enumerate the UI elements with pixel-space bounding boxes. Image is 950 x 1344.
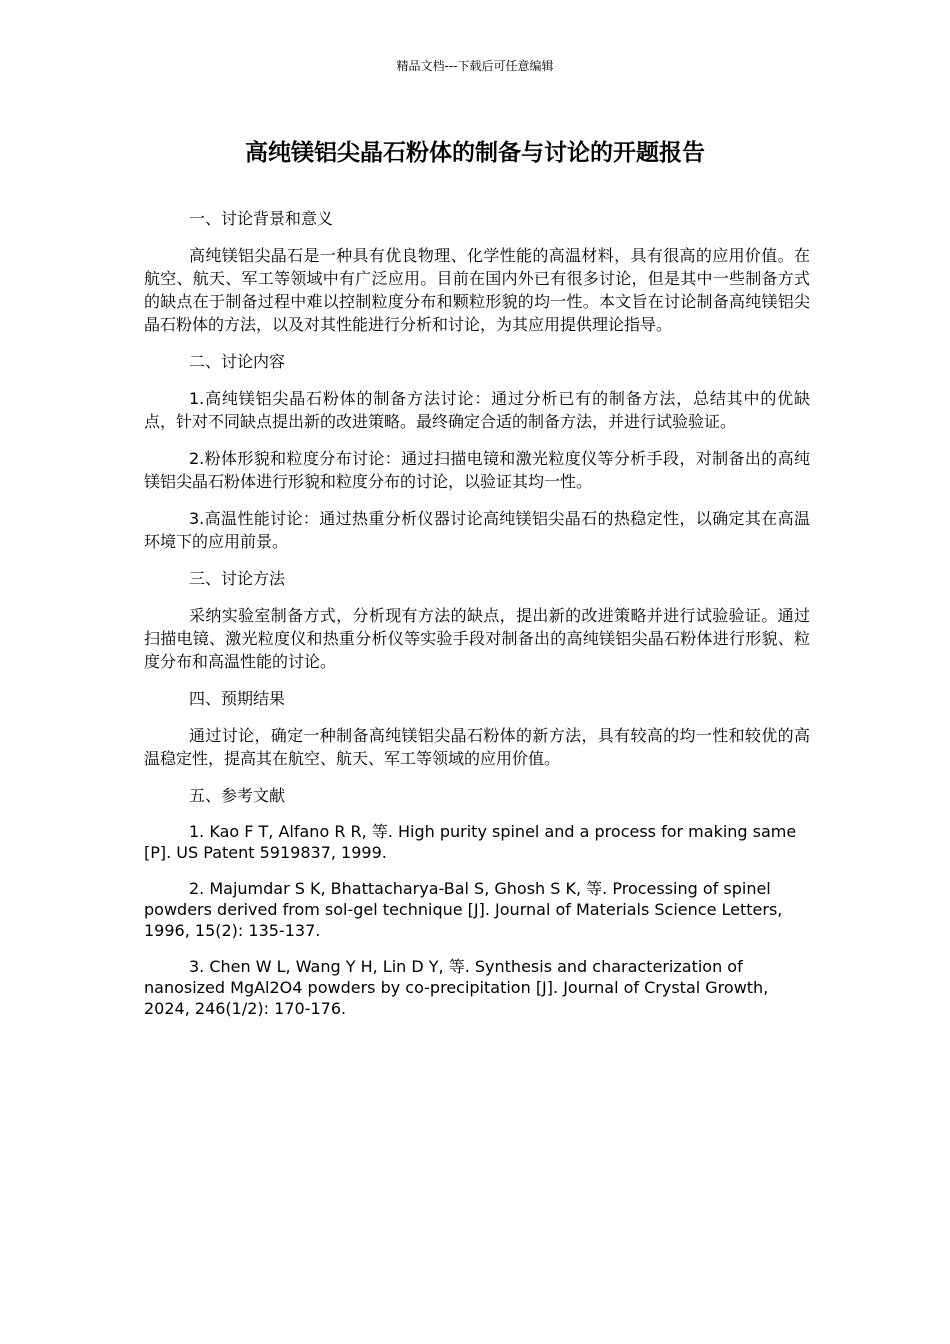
paragraph-background: 高纯镁铝尖晶石是一种具有优良物理、化学性能的高温材料，具有很高的应用价值。在航空、航天、军工等领域中有广泛应用。目前在国内外已有很多讨论，但是其中一些制备方式的缺点在于制备过程中难以控制粒度分布和颗粒形貌的均一性。本文旨在讨论制备高纯镁铝尖晶石粉体的方法，以及对其性能进行分析和讨论，为其应用提供理论指导。: [144, 246, 810, 334]
paragraph-content-2: 2.粉体形貌和粒度分布讨论：通过扫描电镜和激光粒度仪等分析手段，对制备出的高纯镁铝尖晶石粉体进行形貌和粒度分布的讨论，以验证其均一性。: [144, 449, 810, 491]
section-heading-background: 一、讨论背景和意义: [189, 209, 334, 228]
document-title: 高纯镁铝尖晶石粉体的制备与讨论的开题报告: [245, 140, 705, 166]
document-body: [144, 207, 810, 1034]
paragraph-content-3: 3.高温性能讨论：通过热重分析仪器讨论高纯镁铝尖晶石的热稳定性，以确定其在高温环境下的应用前景。: [144, 509, 810, 551]
paragraph-expected-results: 通过讨论，确定一种制备高纯镁铝尖晶石粉体的新方法，具有较高的均一性和较优的高温稳定性，提高其在航空、航天、军工等领域的应用价值。: [144, 726, 810, 768]
section-heading-method: 三、讨论方法: [189, 569, 286, 588]
header-note: 精品文档---下载后可任意编辑: [396, 59, 554, 73]
paragraph-content-1: 1.高纯镁铝尖晶石粉体的制备方法讨论：通过分析已有的制备方法，总结其中的优缺点，针对不同缺点提出新的改进策略。最终确定合适的制备方法，并进行试验验证。: [144, 389, 810, 431]
reference-item: 2. Majumdar S K, Bhattacharya-Bal S, Ghosh S K, 等. Processing of spinel powders derived from sol-gel technique [J]. Journal of Materials Science Letters, 1996, 15(2): 135-137.: [144, 879, 783, 940]
section-heading-references: 五、参考文献: [189, 786, 286, 805]
paragraph-method: 采纳实验室制备方式，分析现有方法的缺点，提出新的改进策略并进行试验验证。通过扫描电镜、激光粒度仪和热重分析仪等实验手段对制备出的高纯镁铝尖晶石粉体进行形貌、粒度分布和高温性能的讨论。: [144, 606, 810, 671]
reference-item: 1. Kao F T, Alfano R R, 等. High purity spinel and a process for making same [P]. US Patent 5919837, 1999.: [144, 822, 797, 862]
section-heading-expected-results: 四、预期结果: [189, 689, 286, 708]
reference-item: 3. Chen W L, Wang Y H, Lin D Y, 等. Synthesis and characterization of nanosized MgAl2O4 powders by co-precipitation [J]. Journal of Crystal Growth, 2024, 246(1/2): 170-176.: [144, 957, 769, 1018]
section-heading-content: 二、讨论内容: [189, 352, 286, 371]
